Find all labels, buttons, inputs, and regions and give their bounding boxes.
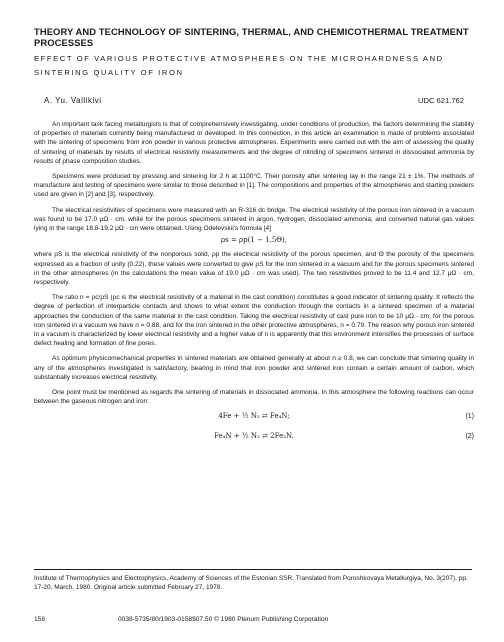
paragraph-specimens: Specimens were produced by pressing and sintering for 2 h at 1100°C. Their porosity after sintering lay in the range 21 ± 1%. The methods of manufacture and testing of specimens were similar to those described in [1]. The compositions and properties of the atmospheres and starting powders used are given in [2] and [3], respectively. xyxy=(34,173,474,199)
paragraph-ammonia: One point must be mentioned as regards the sintering of materials in dissociated ammonia. In this atmosphere the following reactions can occur between the gaseous nitrogen and iron: xyxy=(34,389,474,406)
paragraph-optimum: As optimum physicomechanical properties in sintered materials are obtained generally at about n ≥ 0.8, we can conclude that sintering quality in any of the atmospheres investigated is satisfactory, bearing in mind that iron powder and sintered iron contain a certain amount of carbon, which substantially increases electrical resistivity. xyxy=(34,355,474,381)
article-body xyxy=(34,120,474,450)
paragraph-ratio: The ratio n = ρc/ρS (ρc is the electrical resistivity of a material in the cast condition) constitutes a good indicator of sintering quality. It reflects the degree of perfection of interparticle contacts and shows to what extent the conduction through the contacts in a sintered specimen of a material approaches the conduction of the same material in the cast condition. Taking the electrical resistivity of cast pure iron to be 10 μΩ · cm, for the porous iron sintered in a vacuum we have n = 0.88, and for the iron sintered in the other protective atmospheres, n = 0.79. The reason why porous iron sintered in a vacuum is characterized by lower electrical resistivity and a higher value of n is apparently that this environment intensifies the processes of surface defect healing and formation of fine pores. xyxy=(34,294,474,348)
equation-1: 4Fe + ½ N₂ ⇄ Fe₄N; xyxy=(218,412,290,421)
equation-row-1 xyxy=(34,410,474,426)
paragraph-formula-explanation: where ρS is the electrical resistivity of the nonporous solid, ρp the electrical resistivity of the porous specimen, and Θ the porosity of the specimens expressed as a fraction of unity (0.22), these values were converted to give ρS for the iron sintered in a vacuum and for the porous specimens sintered in the other atmospheres (in the calculations the mean value of 19.0 μΩ · cm was used). The two resistivities proved to be 11.4 and 12.7 μΩ · cm, respectively. xyxy=(34,251,474,287)
equation-row-2 xyxy=(34,430,474,446)
udc-code: UDC 621.762 xyxy=(417,96,464,105)
paragraph-intro: An important task facing metallurgists is that of comprehensively investigating, under conditions of production, the factors determining the stability of properties of materials currently being manufactured or developed. In this connection, in this article an examination is made of problems associated with the sintering of specimens from iron powder in various protective atmospheres. Experiments were carried out with the aim of assessing the quality of sintering of materials by results of electrical resistivity measurements and the degree of nitriding of specimens sintered in dissociated ammonia by results of phase composition studies. xyxy=(34,121,474,165)
equation-odelevskii: ρs = ρp(1 − 1.5Θ), xyxy=(221,236,287,245)
equation-2: Fe₄N + ½ N₂ ⇄ 2Fe₂N. xyxy=(214,432,294,441)
footnote-divider xyxy=(34,569,472,570)
footnote: Institute of Thermophysics and Electrophysics, Academy of Sciences of the Estonian SSR. Translated from Poroshkovaya Metallurgiya, No. 3(207), pp. 17-20, March, 1980. Original article submitted February 27, 1978. xyxy=(34,575,468,591)
publication-code: 0038-5735/80/1903-0158$07.50 © 1980 Plenum Publishing Corporation xyxy=(118,616,329,623)
author-name: A. Yu. Vallikivi xyxy=(44,96,102,105)
equation-2-number: (2) xyxy=(465,433,474,441)
paragraph-resistivity: The electrical resistivities of specimens were measured with an R-316 dc bridge. The electrical resistivity of the porous iron sintered in a vacuum was found to be 17.0 μΩ · cm, while for the porous specimens sintered in argon, hydrogen, dissociated ammonia, and converted natural gas values lying in the range 18.8-19.2 μΩ · cm were obtained. Using Odelevskii's formula [4] xyxy=(34,206,474,233)
article-title: EFFECT OF VARIOUS PROTECTIVE ATMOSPHERES ON THE MICROHARDNESS AND SINTERING QUALITY OF IRON xyxy=(34,54,444,77)
page-number: 158 xyxy=(34,616,46,623)
section-title: THEORY AND TECHNOLOGY OF SINTERING, THERMAL, AND CHEMICOTHERMAL TREATMENT PROCESSES xyxy=(34,26,469,48)
equation-1-number: (1) xyxy=(465,413,474,421)
